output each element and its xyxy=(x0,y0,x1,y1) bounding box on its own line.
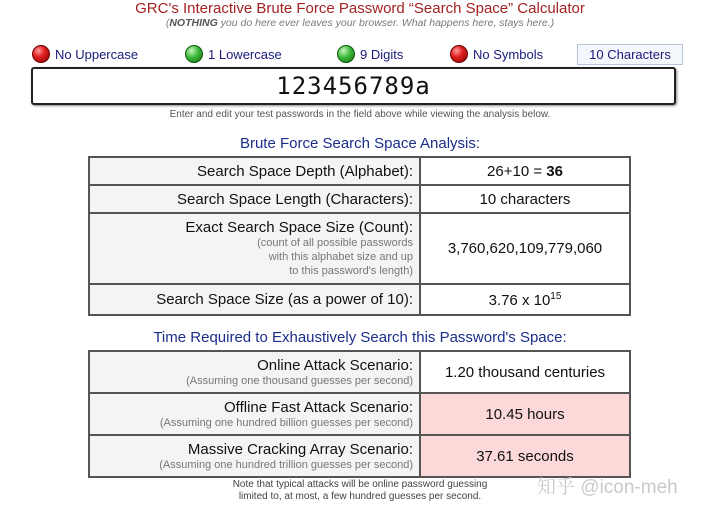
size-value: 3,760,620,109,779,060 xyxy=(420,213,630,284)
offline-attack-label: Offline Fast Attack Scenario: xyxy=(224,398,413,416)
analysis-heading: Brute Force Search Space Analysis: xyxy=(239,135,481,152)
password-input[interactable]: 123456789a xyxy=(31,67,676,105)
size-note-2: with this alphabet size and up xyxy=(268,251,413,263)
power-value: 3.76 x $10^{15}$ xyxy=(420,284,630,315)
table-row xyxy=(89,435,630,477)
footer-note-line-1: Note that typical attacks will be online password guessing xyxy=(232,479,488,490)
online-attack-label-cell xyxy=(89,351,420,393)
indicator-digits xyxy=(337,43,403,65)
table-row xyxy=(89,185,630,213)
size-note-3: to this password's length) xyxy=(289,265,413,277)
length-label: Search Space Length (Characters): xyxy=(89,185,420,213)
indicator-uppercase-label: No Uppercase xyxy=(55,46,139,62)
power-label: Search Space Size (as a power of 10): xyxy=(89,284,420,315)
size-label-cell xyxy=(89,213,420,284)
depth-value-total: 36 xyxy=(546,162,563,180)
massive-array-label-cell xyxy=(89,435,420,477)
massive-array-note: (Assuming one hundred trillion guesses per second) xyxy=(159,458,413,471)
massive-array-label: Massive Cracking Array Scenario: xyxy=(187,440,413,458)
power-exponent: 15 xyxy=(550,290,562,302)
offline-attack-label-cell xyxy=(89,393,420,435)
online-attack-note: (Assuming one thousand guesses per second) xyxy=(186,374,413,387)
size-label: Exact Search Space Size (Count): xyxy=(185,219,413,236)
online-attack-value: 1.20 thousand centuries xyxy=(420,351,630,393)
depth-value: 26+10 = 36 xyxy=(420,157,630,185)
time-heading: Time Required to Exhaustively Search this Password's Space: xyxy=(153,329,567,346)
table-row xyxy=(89,351,630,393)
table-row xyxy=(89,284,630,315)
page-subtitle: (NOTHING you do here ever leaves your browser. What happens here, stays here.) xyxy=(165,17,555,29)
watermark: 知乎 @icon-meh xyxy=(537,477,678,498)
massive-array-value: 37.61 seconds xyxy=(420,435,630,477)
password-hint: Enter and edit your test passwords in the field above while viewing the analysis below. xyxy=(169,109,551,120)
indicator-uppercase xyxy=(32,43,138,65)
indicator-lowercase-label: 1 Lowercase xyxy=(208,46,282,62)
size-note-1: (count of all possible passwords xyxy=(257,237,413,249)
table-row xyxy=(89,157,630,185)
depth-label: Search Space Depth (Alphabet): xyxy=(89,157,420,185)
time-table xyxy=(88,350,631,478)
table-row xyxy=(89,393,630,435)
footer-note-line-2: limited to, at most, a few hundred guesses per second. xyxy=(238,491,482,502)
green-status-icon xyxy=(185,45,203,63)
search-space-table xyxy=(88,156,631,316)
green-status-icon xyxy=(337,45,355,63)
offline-attack-note: (Assuming one hundred billion guesses per second) xyxy=(159,416,413,429)
page-title: GRC's Interactive Brute Force Password “Search Space” Calculator xyxy=(135,0,585,17)
length-value: 10 characters xyxy=(420,185,630,213)
subtitle-emphasis: NOTHING xyxy=(169,17,218,29)
character-count: 10 Characters xyxy=(577,44,683,65)
online-attack-label: Online Attack Scenario: xyxy=(257,356,413,374)
indicator-digits-label: 9 Digits xyxy=(360,46,404,62)
red-status-icon xyxy=(32,45,50,63)
offline-attack-value: 10.45 hours xyxy=(420,393,630,435)
indicator-symbols xyxy=(450,43,543,65)
red-status-icon xyxy=(450,45,468,63)
table-row xyxy=(89,213,630,284)
indicator-lowercase xyxy=(185,43,282,65)
indicator-symbols-label: No Symbols xyxy=(473,46,544,62)
